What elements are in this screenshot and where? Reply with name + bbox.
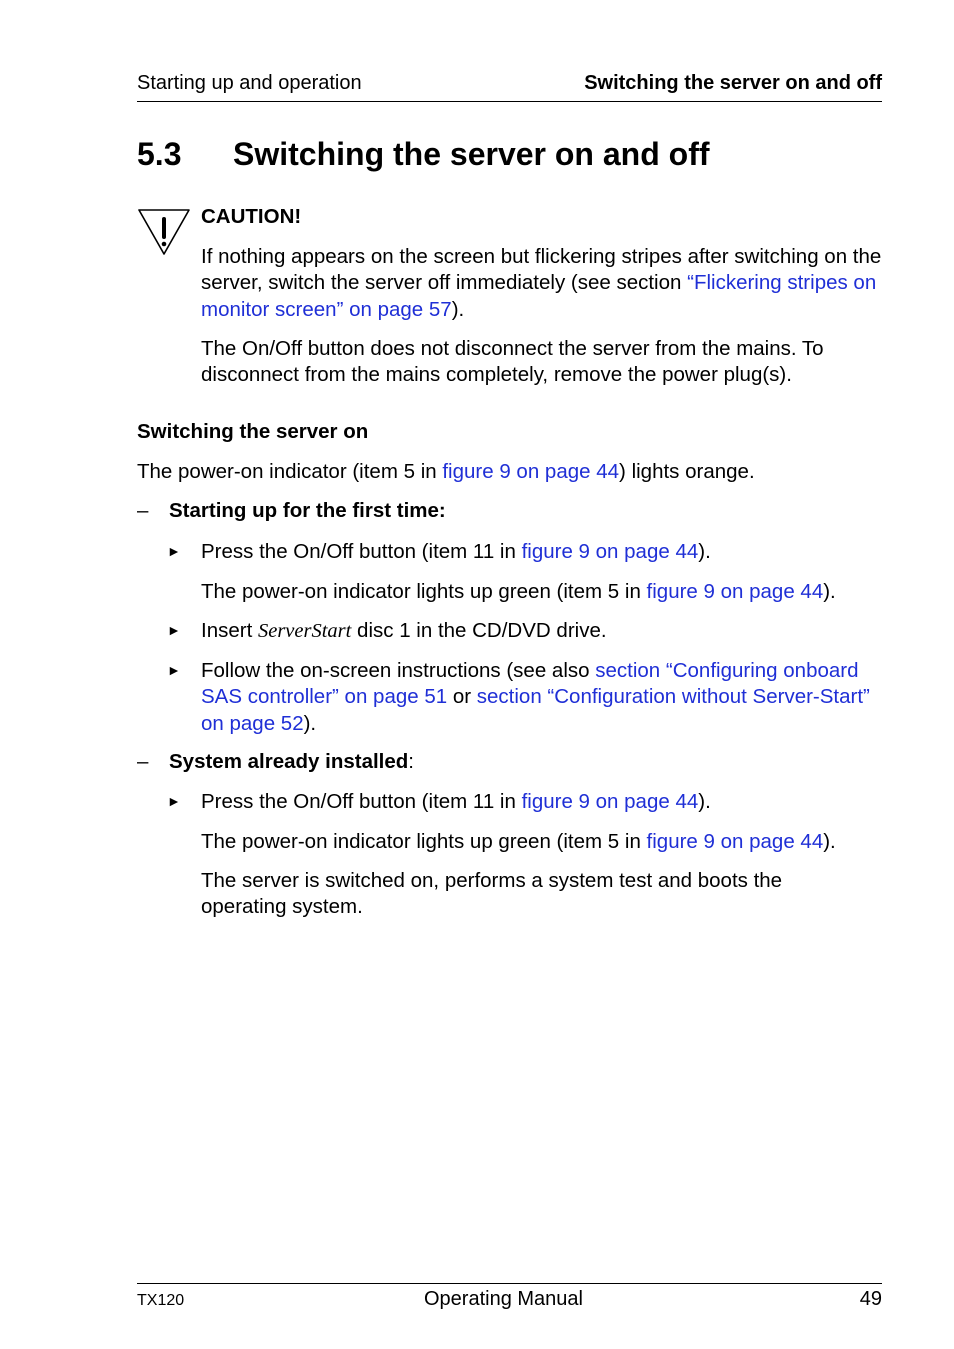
link-figure-9[interactable]: figure 9 on page 44 xyxy=(646,580,824,603)
installed-label: System already installed xyxy=(169,750,409,773)
dash-bullet: – xyxy=(137,750,149,773)
link-figure-9[interactable]: figure 9 on page 44 xyxy=(646,830,824,853)
page-number: 49 xyxy=(859,1288,882,1310)
step-arrow-icon: ► xyxy=(167,543,181,559)
step-arrow-icon: ► xyxy=(167,622,181,638)
installed-result-1: The power-on indicator lights up green (item 5 in figure 9 on page 44). xyxy=(201,830,836,853)
link-figure-9[interactable]: figure 9 on page 44 xyxy=(521,790,699,813)
section-heading xyxy=(137,136,710,173)
first-time-step-3: Follow the on-screen instructions (see also section “Configuring onboard SAS controller” on page 51 or section “Configuration without Server-Start” on page 52). xyxy=(201,659,870,735)
first-time-step-1: Press the On/Off button (item 11 in figure 9 on page 44). xyxy=(201,540,711,563)
dash-bullet: – xyxy=(137,499,149,522)
installed-label-line: System already installed: xyxy=(169,750,414,773)
link-figure-9[interactable]: figure 9 on page 44 xyxy=(521,540,699,563)
footer-product: TX120 xyxy=(137,1292,185,1309)
installed-step-1: Press the On/Off button (item 11 in figure 9 on page 44). xyxy=(201,790,711,813)
step-arrow-icon: ► xyxy=(167,662,181,678)
footer-document-title: Operating Manual xyxy=(424,1288,583,1310)
installed-result-2: The server is switched on, performs a system test and boots the operating system. xyxy=(201,869,783,919)
footer-rule xyxy=(137,1283,882,1284)
header-rule xyxy=(137,101,882,102)
warning-triangle-icon xyxy=(137,207,191,257)
link-figure-9[interactable]: figure 9 on page 44 xyxy=(442,460,620,483)
product-name-serverstart: ServerStart xyxy=(257,620,352,642)
first-time-label: Starting up for the first time: xyxy=(169,499,446,522)
section-title: Switching the server on and off xyxy=(233,136,710,172)
first-time-step-2: Insert ServerStart disc 1 in the CD/DVD drive. xyxy=(201,619,607,642)
step-arrow-icon: ► xyxy=(167,793,181,809)
running-header-chapter: Starting up and operation xyxy=(137,72,362,94)
first-time-result-1: The power-on indicator lights up green (item 5 in figure 9 on page 44). xyxy=(201,580,836,603)
caution-label: CAUTION! xyxy=(201,205,302,228)
link-configuring-onboard-sas[interactable]: section “Configuring onboard SAS controller” on page 51 xyxy=(201,659,859,709)
caution-paragraph-2: The On/Off button does not disconnect the server from the mains. To disconnect from the mains completely, remove the power plug(s). xyxy=(201,337,824,387)
caution-paragraph-1: If nothing appears on the screen but flickering stripes after switching on the server, switch the server off immediately (see section “Flickering stripes on monitor screen” on page 57). xyxy=(201,245,882,321)
subheading-switching-on: Switching the server on xyxy=(137,420,369,443)
section-number: 5.3 xyxy=(137,136,182,172)
link-flickering-stripes[interactable]: “Flickering stripes on monitor screen” on page 57 xyxy=(201,271,877,321)
running-header-section: Switching the server on and off xyxy=(584,72,882,94)
intro-paragraph: The power-on indicator (item 5 in figure 9 on page 44) lights orange. xyxy=(137,460,755,483)
link-configuration-without-serverstart[interactable]: section “Configuration without Server-Start” on page 52 xyxy=(201,685,870,735)
